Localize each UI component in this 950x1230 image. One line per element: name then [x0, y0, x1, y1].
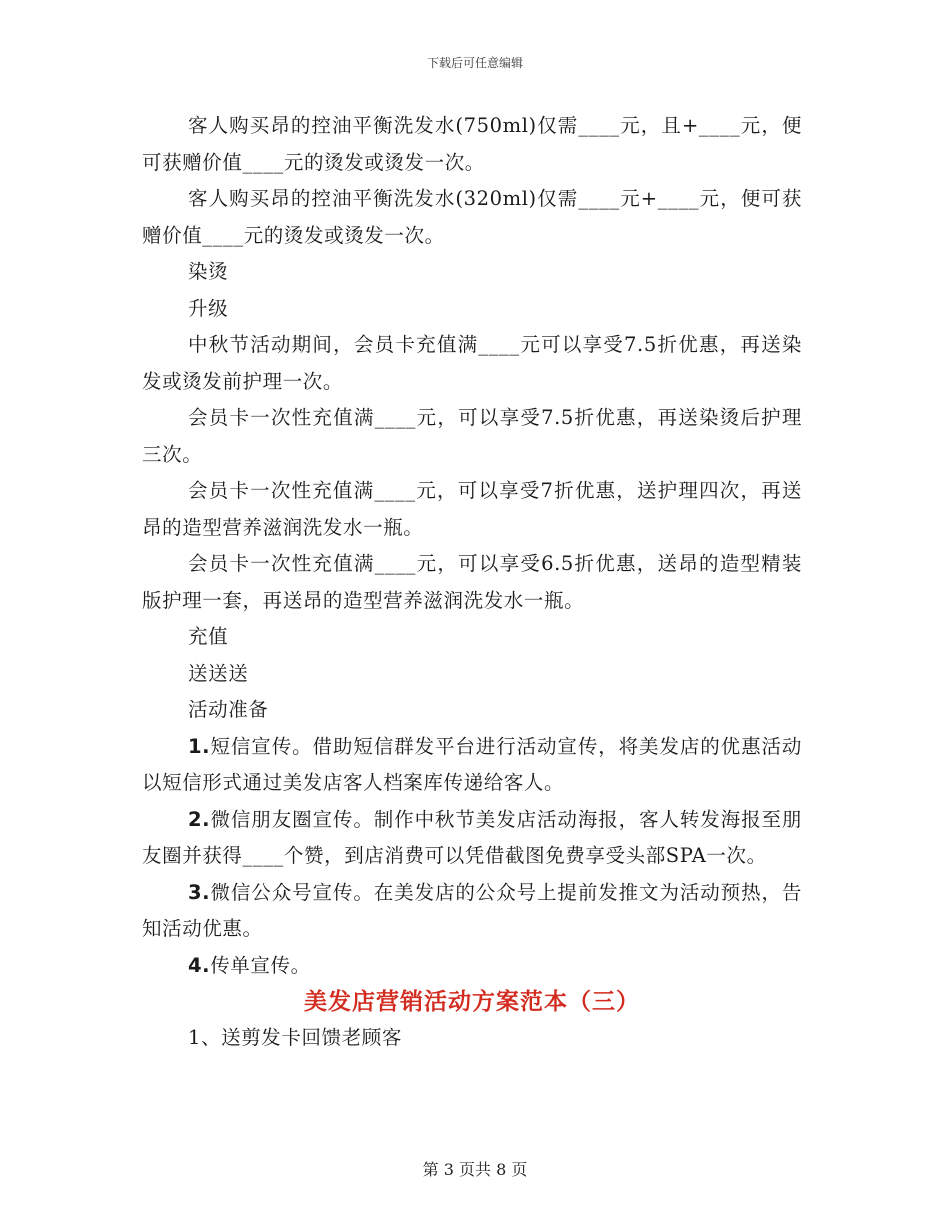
- list-number: 3.: [188, 880, 211, 904]
- paragraph-haircut-card: 1、送剪发卡回馈老顾客: [188, 1026, 403, 1049]
- page-header: 下载后可任意编辑: [426, 56, 523, 70]
- list-number: 1.: [188, 734, 211, 758]
- list-item-flyer: [142, 948, 802, 985]
- heading-preparation: 活动准备: [188, 698, 269, 721]
- paragraph-shampoo-750: 客人购买昂的控油平衡洗发水(750ml)仅需____元，且+____元，便可获赠价值____元的烫发或烫发一次。: [142, 114, 802, 174]
- page-footer: 第 3 页共 8 页: [422, 1160, 528, 1179]
- section-title: 美发店营销活动方案范本（三）: [304, 988, 640, 1015]
- list-item-wechat-official: [142, 875, 802, 948]
- list-number: 2.: [188, 807, 211, 831]
- heading-upgrade: 升级: [188, 296, 229, 320]
- list-text: 短信宣传。借助短信群发平台进行活动宣传，将美发店的优惠活动以短信形式通过美发店客人档案库传递给客人。: [142, 734, 802, 794]
- list-item-wechat-moments: [142, 802, 802, 875]
- paragraph-recharge-65: 会员卡一次性充值满____元，可以享受6.5折优惠，送昂的造型精装版护理一套，再送昂的造型营养滋润洗发水一瓶。: [142, 552, 802, 612]
- paragraph-shampoo-320: 客人购买昂的控油平衡洗发水(320ml)仅需____元+____元，便可获赠价值____元的烫发或烫发一次。: [142, 187, 802, 247]
- heading-dye-perm: 染烫: [188, 260, 229, 283]
- paragraph-recharge-75-b: 会员卡一次性充值满____元，可以享受7.5折优惠，再送染烫后护理三次。: [142, 406, 802, 466]
- list-number: 4.: [188, 953, 211, 977]
- paragraph-recharge-7: 会员卡一次性充值满____元，可以享受7折优惠，送护理四次，再送昂的造型营养滋润洗发水一瓶。: [142, 479, 802, 539]
- paragraph-recharge-75-a: 中秋节活动期间，会员卡充值满____元可以享受7.5折优惠，再送染发或烫发前护理一次。: [142, 333, 802, 393]
- heading-gift: 送送送: [188, 661, 249, 685]
- list-text: 微信朋友圈宣传。制作中秋节美发店活动海报，客人转发海报至朋友圈并获得____个赞，到店消费可以凭借截图免费享受头部SPA一次。: [142, 807, 802, 867]
- document-body: [142, 108, 802, 1057]
- list-text: 微信公众号宣传。在美发店的公众号上提前发推文为活动预热，告知活动优惠。: [142, 880, 802, 940]
- heading-recharge: 充值: [188, 625, 229, 648]
- list-item-sms: [142, 729, 802, 802]
- list-text: 传单宣传。: [210, 953, 311, 977]
